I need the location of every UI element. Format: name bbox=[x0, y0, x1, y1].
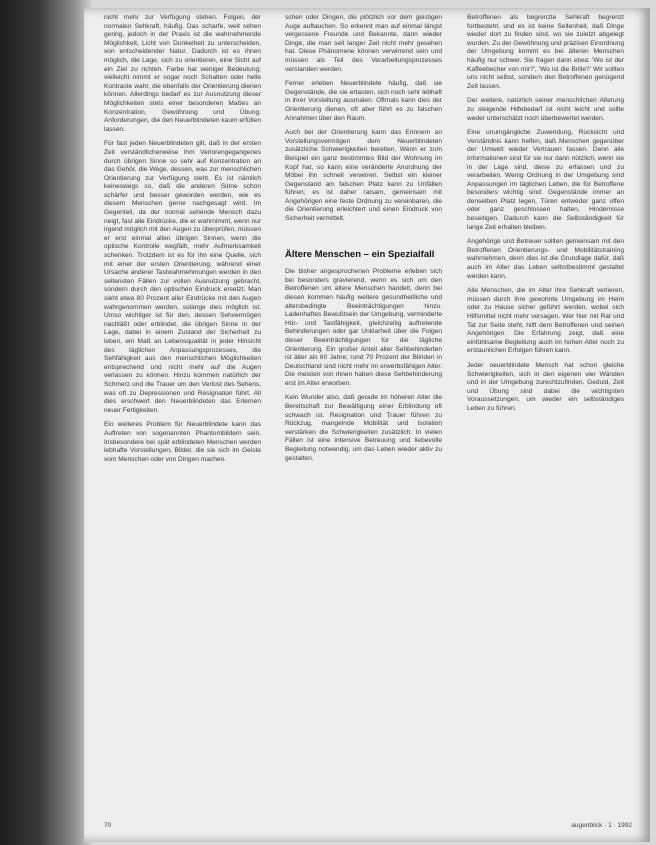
paragraph: Alle Menschen, die im Alter ihre Sehkraft verlieren, müssen durch ihre gewohnte Umgebung im Heim oder zu Hause sicher geführt werden, wobei sich Hilfsmittel nicht mehr versagen. Wer hier mit Rat und Tat zur Seite steht, hilft dem Betroffenen und seinen Angehörigen. Die Erfahrung zeigt, daß eine einfühlsame Begleitung auch im hohen Alter noch zu erstaunlichen Erfolgen führen kann. bbox=[467, 287, 624, 355]
paragraph: Die bisher angesprochenen Probleme erleben sich bei besonders gravierend, wenn es sich um den Betroffenen um ältere Menschen handelt, denn bei diesen kommen häufig weitere gesundheitliche und altersbedingte Beeinträchtigungen hinzu. Ladenhaftes Bewußtsein der Umgebung, verminderte Hör- und Tastfähigkeit, gleichzeitig auftretende Behinderungen oder gar Unklarheit über die Folgen dieser Beeinträchtigungen für die tägliche Orientierung. Ein großer Anteil aller Sehbehinderten ist älter als 60 Jahre; rund 70 Prozent der Blinden in Deutschland sind nicht mehr im erwerbsfähigen Alter. Die meisten von ihnen haben diese Sehbehinderung erst im Alter erworben. bbox=[285, 268, 442, 387]
page-number: 70 bbox=[104, 822, 112, 829]
paragraph: Jeder neuerblindete Mensch hat schon gleiche Schwierigkeiten, sich in den eigenen vier Wänden und in der Umgebung zurechtzufinden. Geduld, Zeit und Übung sind dabei die wichtigsten Voraussetzungen, um wieder ein selbständiges Leben zu führen. bbox=[467, 361, 624, 412]
paragraph: Der weitere, natürlich seiner menschlichen Alterung zu steigende Hilfebedarf ist nicht leicht und sollte weder unterschätzt noch überbewertet werden. bbox=[467, 97, 624, 122]
magazine-footer: augenblick · 1 · 1992 bbox=[571, 822, 632, 829]
paragraph: Auch bei der Orientierung kann das Erinnern an Vorstellungsvermögen dem Neuerblindeten zusätzliche Schwierigkeiten bereiten. Wenn er zum Beispiel ein ganz bestimmtes Bild der Wohnung im Kopf hat, so kann eine veränderte Anordnung der Möbel ihn schnell verwirren. Selbst ein kleiner Gegenstand am falschen Platz kann zu Unfällen führen; es ist daher ratsam, gemeinsam mit Angehörigen eine feste Ordnung zu vereinbaren, die die Orientierung erleichtert und einen Eindruck von Sicherheit vermittelt. bbox=[285, 129, 442, 223]
paragraph: nicht mehr zur Verfügung stehen. Folgen, der normalen Sehkraft, häufig. Das scharfe, weit sehen gering, jedoch in der Praxis ist die wahrnehmende Möglichkeit, Licht von Dunkelheit zu unterscheiden, von entscheidender Natur. Dadurch ist es ihnen möglich, die Lage, sich zu orientieren, eine Sicht auf ein Ziel zu richten. Farbe hat weniger Bedeutung; vielleicht nimmt er sogar noch Schatten oder helle Kontraste wahr, die ebenfalls der Orientierung dienen können. Allerdings bedarf es zur Ausnutzung dieser Möglichkeiten stets einer besonderen Maßes an Konzentration, Gewöhnung und Übung. Anforderungen, die den Neuerblindeten kaum erfüllen lassen. bbox=[104, 14, 261, 133]
paragraph: Angehörige und Betreuer sollten gemeinsam mit den Betroffenen Orientierungs- und Mobilitätstraining wahrnehmen, denn dies ist die Grundlage dafür, daß auch im Alter das Leben selbstbestimmt gestaltet werden kann. bbox=[467, 238, 624, 280]
text-column-1 bbox=[104, 14, 261, 822]
binding-shadow bbox=[0, 0, 92, 845]
paragraph: Betroffenen als begrenzte Sehkraft begrenzt fortbesteht, und es ist keine Seltenheit, daß Dinge wieder dort zu finden sind, wo sie zuletzt abgelegt wurden. Zu der Gewöhnung und präzisen Einordnung der Umgebung kommt es bei älteren Menschen häufig nur schwer. Sie fragen dann etwa: 'Wo ist der Kaffeebecher von mir?', 'Wo ist die Brille?' Wir sollten uns nicht selbst, sondern den Betroffenen genügend Zeit lassen. bbox=[467, 14, 624, 90]
section-heading: Ältere Menschen – ein Spezialfall bbox=[285, 248, 435, 260]
text-column-3 bbox=[467, 14, 624, 822]
paragraph: Kein Wunder also, daß gerade im höheren Alter die Bereitschaft zur Bewältigung einer Erblindung oft schwach ist. Resignation und Trauer führen zu Rückzug, mangelnde Mobilität und Isolation verstärken die Schwierigkeiten zusätzlich. In vielen Fällen ist eine intensive Betreuung und liebevolle Begleitung notwendig, um das Leben wieder aktiv zu gestalten. bbox=[285, 394, 442, 462]
paragraph: Ein weiteres Problem für Neuerblindete kann das Auftreten von sogenannten Phantombildern sein. Insbesondere bei spät erblindeten Menschen werden lebhafte Vorstellungen, Bilder, die sie sich im Geiste vom Menschen oder von Dingen machen. bbox=[104, 421, 261, 463]
paragraph: Ferner erleben Neuerblindete häufig, daß sie Gegenstände, die sie ertasten, sich noch sehr lebhaft in ihrer Vorstellung ausmalen. Oftmals kann dies der Orientierung dienen, oft aber führt es zu falschen Annahmen über den Raum. bbox=[285, 80, 442, 122]
paragraph: Eine unumgängliche Zuwendung, Rücksicht und Verständnis kann helfen, daß Menschen gegenüber der Umwelt wieder Vertrauen fassen. Denn alle Informationen sind für sie nur dann nützlich, wenn sie in der Lage sind, diese zu erfassen und zu verarbeiten. Wenig Ordnung in der Umgebung sind Anpassungen im täglichen Leben, die für Betroffene besonders wichtig sind: Gegenstände immer an denselben Platz legen, Türen entweder ganz offen oder ganz geschlossen halten, Hindernisse beseitigen. Dadurch kann die Selbständigkeit für lange Zeit erhalten bleiben. bbox=[467, 129, 624, 231]
paragraph: Für fast jeden Neuerblindeten gilt, daß in der ersten Zeit verständlicherweise ihm Verlorengegangenes durch übrigen Sinne so sehr auf Konzentration an das Gehör, die Wege, dessen, was zur menschlichen Orientierung zur Verfügung steht. Es ist nämlich keineswegs so, daß die anderen Sinne schon schärfer und besser geworden werden, wie es diesem Menschen gerne nachgesagt wird. Im Gegenteil, da der normal sehende Mensch dazu neigt, fast alle Eindrücke, die er wahrnimmt, wenn nur irgend möglich mit den Augen zu überprüfen, müssen er erst einmal allen übrigen Sinnen, wenn die optische Kontrolle wegfällt, mehr Aufmerksamkeit schenken. Trotzdem ist es für ihn eine Quelle, sich mit einer der ersten Orientierung, während einer Ursache anderer Tastwahrnehmungen werden in den seltensten Fällen zur vollen Ausnutzung gebracht, sondern durch den optischen Eindruck ersetzt. Man sieht etwa 80 Prozent aller Eindrücke mit den Augen wahrgenommen werden, solange dies möglich ist. Umso wichtiger ist für den, dessen Sehvermögen nachläßt oder erblindet, die übrigen Sinne in der Lage, dabei in einem Zustand der Sicherheit zu leben, ein Maß an Lebensqualität in jeder Hinsicht des täglichen Anpassungsprozesses, die Sehfähigkeit aus den menschlichen Möglichkeiten entsprechend und nicht mehr auf die Augen verlassen zu können. Hinzu kommen natürlich der Schmerz und die Trauer um den Verlust des Sehens, was oft zu Depressionen und Resignation führt. All dies erschwert den Neuerblindeten das Erlernen neuer Fertigkeiten. bbox=[104, 140, 261, 414]
paragraph: schen oder Dingen, die plötzlich vor dem geistigen Auge auftauchen. So erkennt man auf einmal längst vergessene Freunde und Bekannte, dann wieder Dinge, die man seit langer Zeit nicht mehr gesehen hat. Diese Phänomene können verwirrend sein und müssen als Teil des Verarbeitungsprozesses verstanden werden. bbox=[285, 14, 442, 73]
text-column-2 bbox=[285, 14, 442, 822]
